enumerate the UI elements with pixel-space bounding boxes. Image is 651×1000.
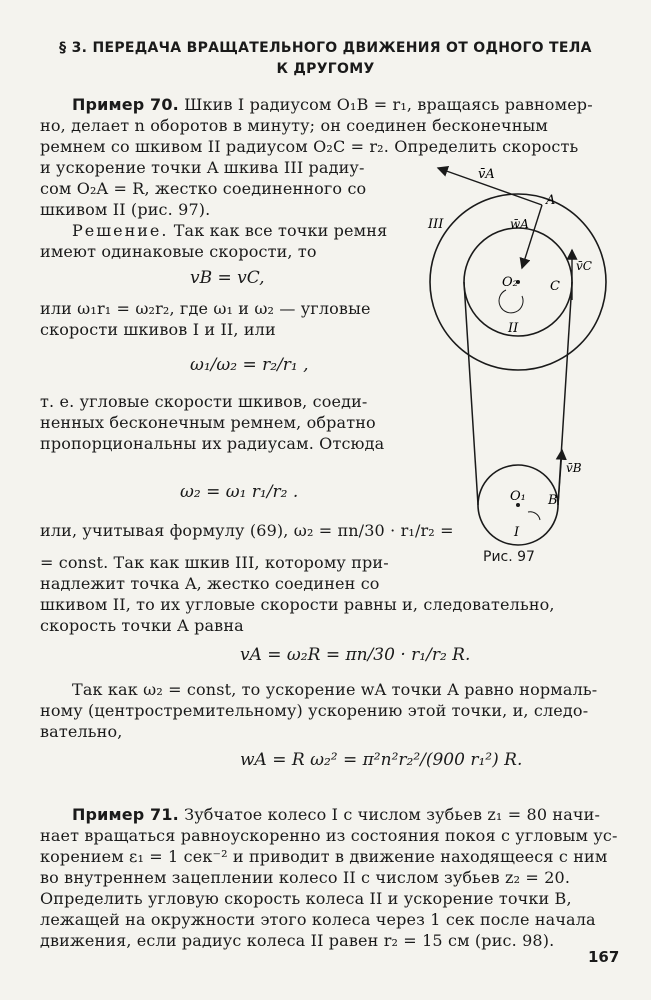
label-o2: O₂ [502, 275, 518, 290]
solution-line12: скорость точки A равна [40, 616, 244, 635]
example71-line1: Пример 71. Зубчатое колесо I с числом зубьев z₁ = 80 начи- [72, 805, 601, 824]
example71-line4: во внутреннем зацеплении колесо II с числом зубьев z₂ = 20. [40, 868, 571, 887]
equation-omega2: ω₂ = ω₁ r₁/r₂ . [180, 482, 299, 502]
solution-line10: надлежит точка A, жестко соединен со [40, 574, 380, 593]
example70-line2: но, делает n оборотов в минуту; он соединен бесконечным [40, 116, 549, 135]
example70-line1: Пример 70. Шкив I радиусом O₁B = r₁, вращаясь равномер- [72, 95, 593, 114]
velocity-b-arrow [558, 450, 562, 505]
example71-line5: Определить угловую скорость колеса II и ускорение точки B, [40, 889, 572, 908]
equation-wa: wA = R ω₂² = π²n²r₂²/(900 r₁²) R. [240, 750, 523, 770]
label-c: C [550, 279, 560, 294]
solution-line14: ному (центростремительному) ускорению этой точки, и, следо- [40, 701, 589, 720]
figure-caption: Рис. 97 [483, 549, 535, 565]
equation-vb-vc: vB = vC, [190, 268, 265, 288]
label-vc: v̄C [576, 259, 592, 273]
solution-line15: вательно, [40, 722, 123, 741]
label-ii: II [508, 321, 519, 336]
label-wa: w̄A [510, 217, 529, 231]
solution-line6: ненных бесконечным ремнем, обратно [40, 413, 376, 432]
rotation-o2-arc [499, 290, 523, 313]
example71-line7: движения, если радиус колеса II равен r₂ = 15 см (рис. 98). [40, 931, 555, 950]
pulley-figure [410, 150, 640, 550]
equation-ratio: ω₁/ω₂ = r₂/r₁ , [190, 355, 309, 375]
solution-line1: Решение. Так как все точки ремня [72, 221, 388, 240]
section-heading-line2: К ДРУГОМУ [276, 61, 375, 77]
label-va: v̄A [478, 167, 495, 182]
solution-line9: = const. Так как шкив III, которому при- [40, 553, 389, 572]
page-number: 167 [588, 948, 620, 966]
example71-line3: корением ε₁ = 1 сек⁻² и приводит в движение находящееся с ним [40, 847, 608, 866]
section-heading-line1: § 3. ПЕРЕДАЧА ВРАЩАТЕЛЬНОГО ДВИЖЕНИЯ ОТ ОДНОГО ТЕЛА [59, 40, 592, 56]
solution-line2: имеют одинаковые скорости, то [40, 242, 317, 261]
solution-line8: или, учитывая формулу (69), ω₂ = πn/30 · r₁/r₂ = [40, 521, 454, 540]
example70-line3: ремнем со шкивом II радиусом O₂C = r₂. Определить скорость [40, 137, 579, 156]
example71-lead: Пример 71. [72, 805, 179, 824]
label-b: B [548, 493, 558, 508]
example70-line4: и ускорение точки A шкива III радиу- [40, 158, 365, 177]
label-o1: O₁ [510, 489, 526, 504]
label-i: I [514, 525, 520, 540]
solution-word: Решение. [72, 221, 169, 240]
example70-line5: сом O₂A = R, жестко соединенного со [40, 179, 367, 198]
example70-line6: шкивом II (рис. 97). [40, 200, 211, 219]
label-iii: III [428, 217, 444, 232]
example71-line2: нает вращаться равноускоренно из состояния покоя с угловым ус- [40, 826, 618, 845]
example71-line6: лежащей на окружности этого колеса через 1 сек после начала [40, 910, 596, 929]
equation-va: vA = ω₂R = πn/30 · r₁/r₂ R. [240, 645, 471, 665]
label-a: A [546, 193, 556, 208]
solution-line13: Так как ω₂ = const, то ускорение wA точки A равно нормаль- [72, 680, 598, 699]
rotation-o1-arc [528, 512, 540, 520]
acceleration-a-arrow [522, 205, 542, 268]
solution-line3: или ω₁r₁ = ω₂r₂, где ω₁ и ω₂ — угловые [40, 299, 371, 318]
solution-line5: т. е. угловые скорости шкивов, соеди- [40, 392, 368, 411]
solution-line11: шкивом II, то их угловые скорости равны и, следовательно, [40, 595, 555, 614]
solution-line7: пропорциональны их радиусам. Отсюда [40, 434, 385, 453]
solution-line4: скорости шкивов I и II, или [40, 320, 276, 339]
label-vb: v̄B [566, 461, 582, 475]
section-heading [40, 38, 611, 80]
example70-lead: Пример 70. [72, 95, 179, 114]
